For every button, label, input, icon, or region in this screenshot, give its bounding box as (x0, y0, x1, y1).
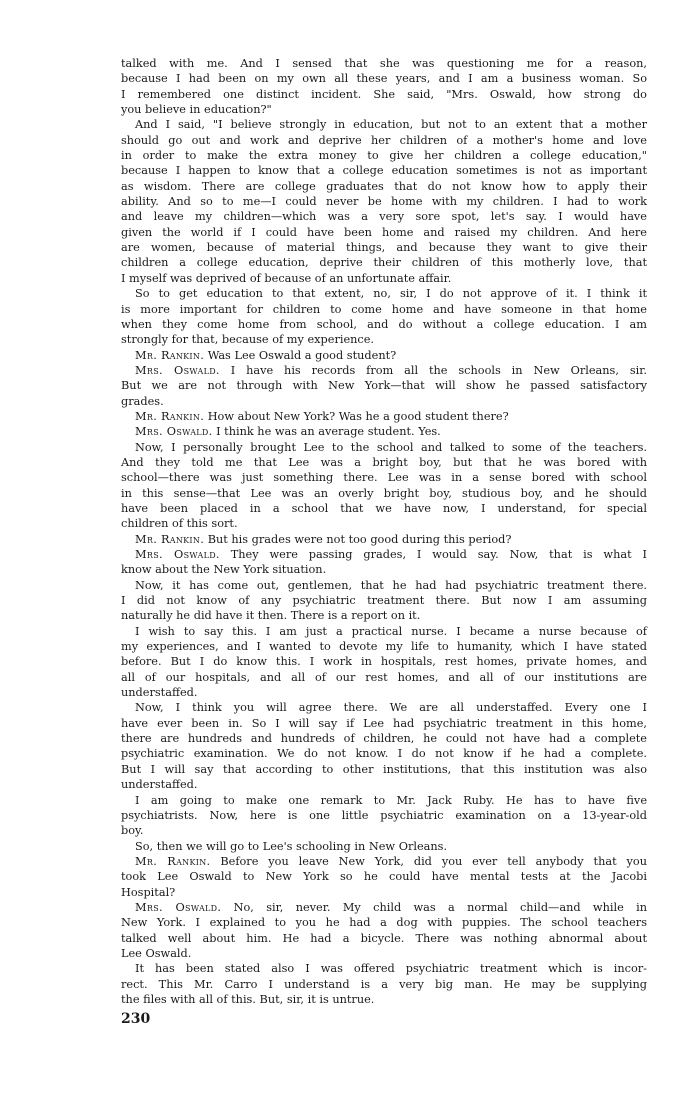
line-text: Lee Oswald. (121, 946, 192, 960)
line-text: and leave my children—which was a very sore spot, let's say. I would have (121, 210, 647, 224)
line-text: is more important for children to come home and have someone in that home (121, 302, 647, 316)
text-line (121, 578, 647, 593)
paragraph (121, 56, 647, 117)
text-line (121, 240, 647, 255)
text-line (121, 608, 647, 623)
text-line (121, 915, 647, 930)
testimony-paragraph (121, 363, 647, 409)
line-text: ability. And so to me—I could never be home with my children. I had to work (121, 195, 647, 209)
line-text: know about the New York situation. (121, 563, 327, 577)
speaker-name: Mrs. Oswald. (135, 363, 220, 377)
line-text: naturally he did have it then. There is a report on it. (121, 609, 421, 623)
text-line (121, 56, 647, 71)
text-line (121, 808, 647, 823)
paragraph (121, 961, 647, 1007)
line-text: have ever been in. So I will say if Lee had psychiatric treatment in this home, (121, 716, 647, 730)
line-text: are women, because of material things, and because they want to give their (121, 241, 647, 255)
text-line (121, 685, 647, 700)
text-line (121, 946, 647, 961)
text-line (121, 148, 647, 163)
line-text: talked with me. And I sensed that she was questioning me for a reason, (121, 57, 647, 70)
text-line (121, 839, 647, 854)
line-text: as wisdom. There are college graduates that do not know how to apply their (121, 179, 647, 193)
text-line (121, 532, 647, 547)
line-text: But his grades were not too good during this period? (207, 532, 512, 546)
line-text: New York. I explained to you he had a dog with puppies. The school teachers (121, 916, 647, 930)
line-text: How about New York? Was he a good student there? (207, 409, 509, 423)
line-text: grades. (121, 394, 164, 408)
speaker-name: Mr. Rankin. (135, 532, 205, 546)
line-text: because I happen to know that a college education sometimes is not as important (121, 164, 647, 178)
line-text: should go out and work and deprive her children of a mother's home and love (121, 133, 647, 147)
line-text: And I said, "I believe strongly in education, but not to an extent that a mother (135, 118, 647, 132)
paragraph (121, 624, 647, 701)
text-line (121, 593, 647, 608)
text-line (121, 900, 647, 915)
line-text: But I will say that according to other institutions, that this institution was also (121, 762, 647, 776)
text-line (121, 117, 647, 132)
text-line (121, 87, 647, 102)
text-line (121, 302, 647, 317)
text-line (121, 363, 647, 378)
line-text: I myself was deprived of because of an unfortunate affair. (121, 271, 452, 285)
line-text: strongly for that, because of my experience. (121, 333, 375, 347)
text-line (121, 547, 647, 562)
text-line (121, 194, 647, 209)
line-text: children a college education, deprive their children of this motherly love, that (121, 256, 647, 270)
text-line (121, 501, 647, 516)
line-text: It has been stated also I was offered psychiatric treatment which is incor- (135, 962, 647, 976)
text-line (121, 163, 647, 178)
text-line (121, 255, 647, 270)
paragraph (121, 578, 647, 624)
line-text: there are hundreds and hundreds of children, he could not have had a complete (121, 732, 647, 746)
text-line (121, 961, 647, 976)
speaker-name: Mrs. Oswald. (135, 425, 213, 439)
line-text: I wish to say this. I am just a practical nurse. I became a nurse because of (135, 624, 647, 638)
text-line (121, 746, 647, 761)
text-line (121, 931, 647, 946)
line-text: took Lee Oswald to New York so he could have mental tests at the Jacobi (121, 870, 647, 884)
text-line (121, 424, 647, 439)
text-line (121, 823, 647, 838)
paragraph (121, 700, 647, 792)
text-line (121, 992, 647, 1007)
line-text: Now, it has come out, gentlemen, that he had had psychiatric treatment there. (135, 578, 647, 592)
speaker-name: Mr. Rankin. (135, 854, 211, 868)
line-text: before. But I do know this. I work in hospitals, rest homes, private homes, and (121, 655, 647, 669)
paragraph (121, 117, 647, 286)
speaker-name: Mr. Rankin. (135, 348, 205, 362)
line-text: when they come home from school, and do without a college education. I am (121, 317, 647, 331)
line-text: children of this sort. (121, 517, 238, 531)
text-line (121, 700, 647, 715)
text-line (121, 286, 647, 301)
line-text: psychiatrists. Now, here is one little psychiatric examination on a 13-year-old (121, 808, 647, 822)
line-text: in this sense—that Lee was an overly bright boy, studious boy, and he should (121, 486, 647, 500)
line-text: given the world if I could have been home and raised my children. And here (121, 225, 647, 239)
line-text: They were passing grades, I would say. Now, that is what I (230, 548, 647, 561)
line-text: I think he was an average student. Yes. (216, 425, 441, 439)
paragraph (121, 793, 647, 839)
text-line (121, 133, 647, 148)
text-line (121, 486, 647, 501)
text-line (121, 562, 647, 577)
line-text: But we are not through with New York—that will show he passed satisfactory (121, 379, 647, 393)
text-line (121, 209, 647, 224)
text-line (121, 225, 647, 240)
text-line (121, 869, 647, 884)
speaker-name: Mrs. Oswald. (135, 900, 222, 914)
text-line (121, 731, 647, 746)
line-text: my experiences, and I wanted to devote my life to humanity, which I have stated (121, 640, 647, 654)
line-text: Before you leave New York, did you ever tell anybody that you (220, 854, 648, 868)
text-line (121, 409, 647, 424)
paragraph (121, 839, 647, 854)
text-line (121, 455, 647, 470)
line-text: I remembered one distinct incident. She said, "Mrs. Oswald, how strong do (121, 87, 647, 101)
line-text: So to get education to that extent, no, sir, I do not approve of it. I think it (135, 287, 647, 301)
line-text: rect. This Mr. Carro I understand is a very big man. He may be supplying (121, 977, 647, 991)
testimony-paragraph (121, 532, 647, 547)
line-text: And they told me that Lee was a bright boy, but that he was bored with (121, 455, 647, 469)
text-line (121, 793, 647, 808)
text-line (121, 271, 647, 286)
text-line (121, 716, 647, 731)
text-line (121, 639, 647, 654)
line-text: Now, I think you will agree there. We are all understaffed. Every one I (135, 701, 647, 715)
line-text: talked well about him. He had a bicycle. There was nothing abnormal about (121, 931, 647, 945)
text-line (121, 332, 647, 347)
line-text: the files with all of this. But, sir, it is untrue. (121, 992, 375, 1006)
page-number: 230 (121, 1011, 151, 1027)
line-text: because I had been on my own all these years, and I am a business woman. So (121, 72, 647, 86)
line-text: boy. (121, 824, 144, 838)
text-line (121, 378, 647, 393)
document-body (121, 56, 647, 1007)
text-line (121, 394, 647, 409)
testimony-paragraph (121, 424, 647, 439)
text-line (121, 179, 647, 194)
line-text: school—there was just something there. Lee was in a sense bored with school (121, 471, 647, 485)
text-line (121, 440, 647, 455)
text-line (121, 348, 647, 363)
testimony-paragraph (121, 348, 647, 363)
testimony-paragraph (121, 900, 647, 961)
speaker-name: Mrs. Oswald. (135, 548, 220, 561)
line-text: No, sir, never. My child was a normal child—and while in (233, 900, 647, 914)
testimony-paragraph (121, 409, 647, 424)
line-text: have been placed in a school that we have now, I understand, for special (121, 501, 647, 515)
testimony-paragraph (121, 854, 647, 900)
text-line (121, 977, 647, 992)
line-text: understaffed. (121, 686, 198, 700)
testimony-paragraph (121, 547, 647, 578)
text-line (121, 71, 647, 86)
line-text: psychiatric examination. We do not know. I do not know if he had a complete. (121, 747, 647, 761)
text-line (121, 885, 647, 900)
text-line (121, 777, 647, 792)
line-text: in order to make the extra money to give her children a college education," (121, 149, 647, 163)
text-line (121, 516, 647, 531)
text-line (121, 470, 647, 485)
line-text: So, then we will go to Lee's schooling in New Orleans. (135, 839, 448, 853)
line-text: all of our hospitals, and all of our rest homes, and all of our institutions are (121, 670, 647, 684)
line-text: Was Lee Oswald a good student? (207, 348, 397, 362)
line-text: understaffed. (121, 778, 198, 792)
text-line (121, 854, 647, 869)
text-line (121, 670, 647, 685)
paragraph (121, 286, 647, 347)
text-line (121, 317, 647, 332)
line-text: you believe in education?" (121, 103, 272, 117)
line-text: Now, I personally brought Lee to the school and talked to some of the teachers. (135, 440, 647, 454)
text-line (121, 102, 647, 117)
text-line (121, 624, 647, 639)
text-line (121, 762, 647, 777)
text-line (121, 654, 647, 669)
paragraph (121, 440, 647, 532)
line-text: I did not know of any psychiatric treatment there. But now I am assuming (121, 594, 647, 608)
line-text: I have his records from all the schools in New Orleans, sir. (230, 363, 647, 377)
line-text: Hospital? (121, 885, 176, 899)
speaker-name: Mr. Rankin. (135, 409, 205, 423)
line-text: I am going to make one remark to Mr. Jack Ruby. He has to have five (135, 793, 647, 807)
